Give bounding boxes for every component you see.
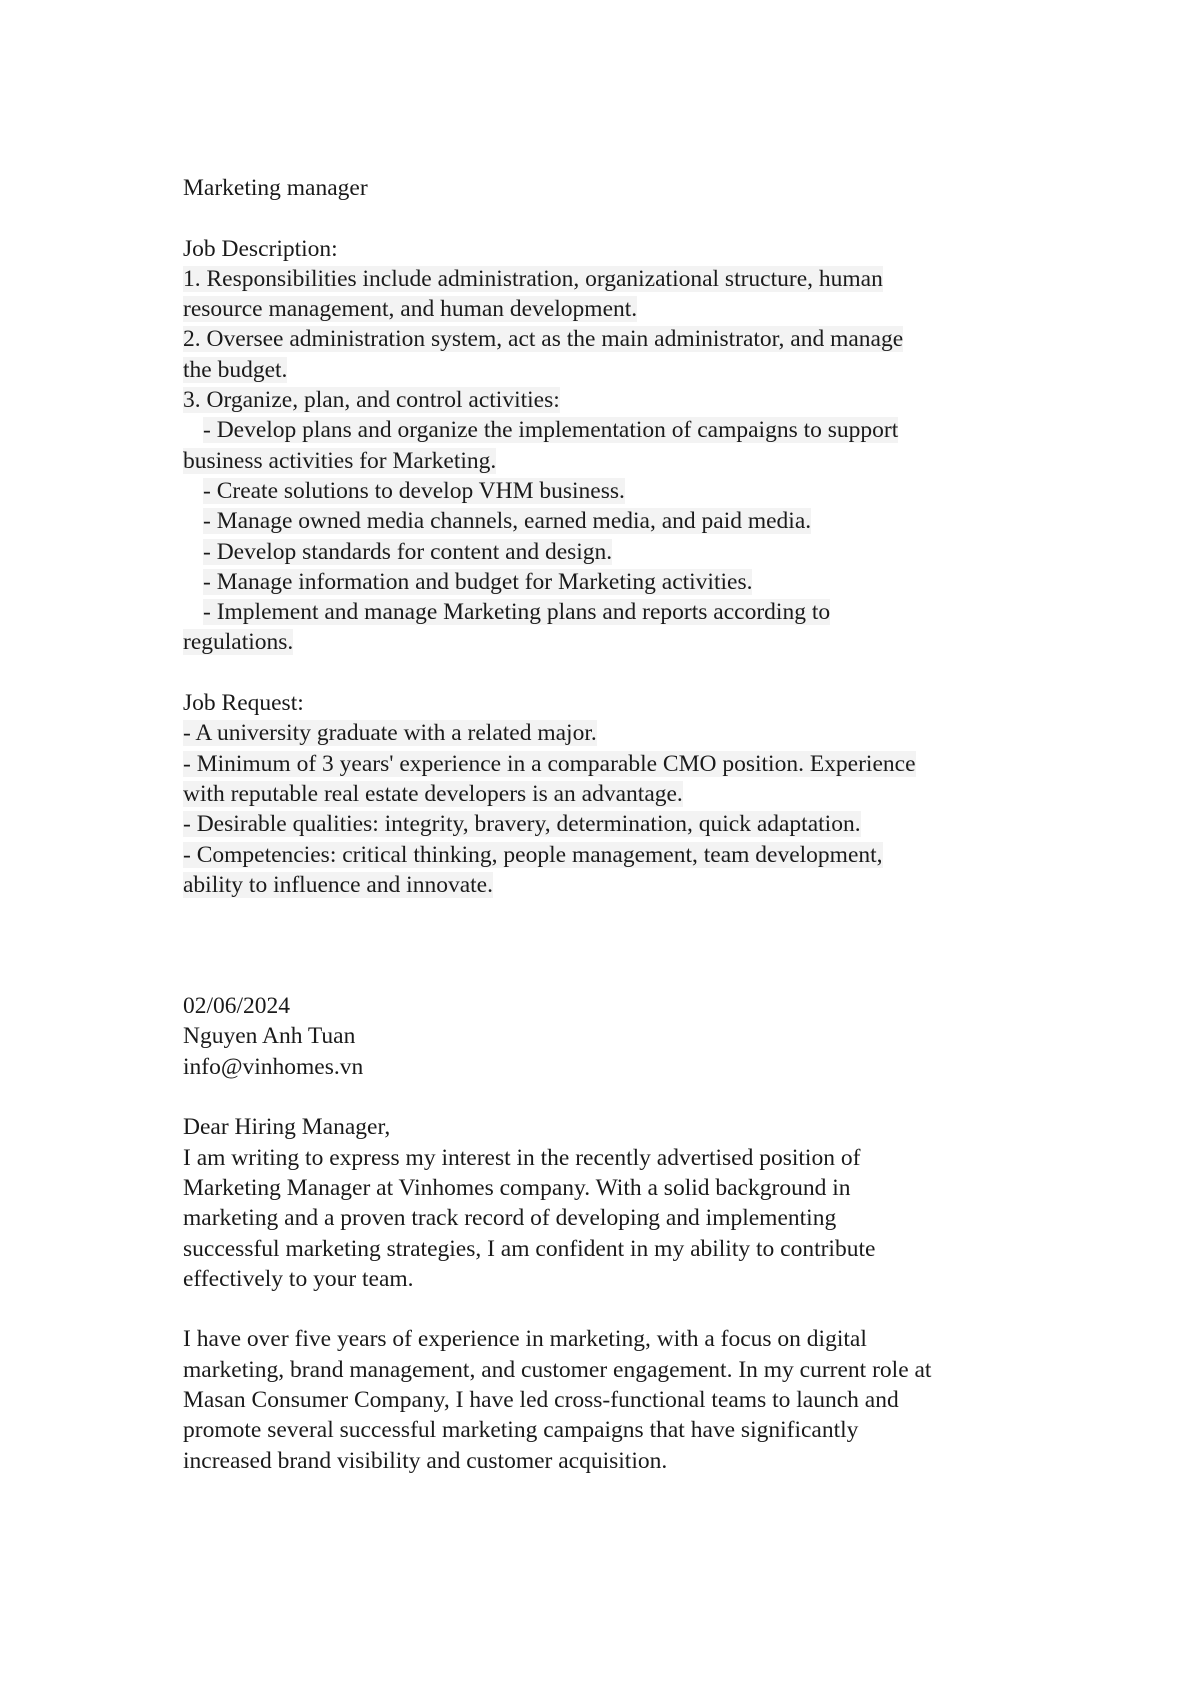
job-description-line: the budget. <box>183 356 288 383</box>
document-page <box>183 173 1063 1476</box>
job-request-line: - Desirable qualities: integrity, bravery, determination, quick adaptation. <box>183 811 861 838</box>
letter-paragraph-line: promote several successful marketing campaigns that have significantly <box>183 1417 859 1444</box>
spacer <box>183 203 1063 233</box>
job-description-line: - Manage information and budget for Marketing activities. <box>203 568 753 595</box>
job-description-line: regulations. <box>183 629 294 656</box>
spacer <box>183 1294 1063 1324</box>
job-description-line: resource management, and human development. <box>183 296 638 323</box>
letter-paragraph-line: I am writing to express my interest in the recently advertised position of <box>183 1144 861 1171</box>
letter-paragraph-line: marketing, brand management, and customer engagement. In my current role at <box>183 1356 932 1383</box>
letter-sender-name: Nguyen Anh Tuan <box>183 1023 356 1050</box>
job-description-line: - Create solutions to develop VHM business. <box>203 477 625 504</box>
job-request-line: - Competencies: critical thinking, people management, team development, <box>183 841 883 868</box>
job-title: Marketing manager <box>183 175 368 201</box>
job-request-line: - A university graduate with a related major. <box>183 720 597 747</box>
job-description-line: business activities for Marketing. <box>183 447 497 474</box>
letter-sender-email: info@vinhomes.vn <box>183 1053 364 1080</box>
job-description-line: - Manage owned media channels, earned media, and paid media. <box>203 508 812 535</box>
job-description-line: 3. Organize, plan, and control activities: <box>183 387 560 414</box>
letter-paragraph-line: Marketing Manager at Vinhomes company. With a solid background in <box>183 1174 851 1201</box>
job-description-line: - Develop standards for content and design. <box>203 538 613 565</box>
job-request-line: ability to influence and innovate. <box>183 871 493 898</box>
job-request-heading: Job Request: <box>183 690 304 717</box>
letter-paragraph-line: successful marketing strategies, I am confident in my ability to contribute <box>183 1235 876 1262</box>
letter-paragraph-line: increased brand visibility and customer acquisition. <box>183 1447 668 1474</box>
letter-paragraph-line: marketing and a proven track record of developing and implementing <box>183 1205 837 1232</box>
job-request-line: with reputable real estate developers is an advantage. <box>183 780 683 807</box>
spacer <box>183 900 1063 991</box>
letter-paragraph-line: effectively to your team. <box>183 1265 414 1292</box>
spacer <box>183 658 1063 688</box>
job-description-line: - Develop plans and organize the implementation of campaigns to support <box>203 417 899 444</box>
job-description-line: 2. Oversee administration system, act as the main administrator, and manage <box>183 326 904 353</box>
letter-paragraph-line: Masan Consumer Company, I have led cross-functional teams to launch and <box>183 1386 899 1413</box>
spacer <box>183 1082 1063 1112</box>
job-description-heading: Job Description: <box>183 235 338 262</box>
job-description-line: - Implement and manage Marketing plans and reports according to <box>203 599 831 626</box>
job-request-line: - Minimum of 3 years' experience in a comparable CMO position. Experience <box>183 750 916 777</box>
letter-salutation: Dear Hiring Manager, <box>183 1114 391 1141</box>
letter-paragraph-line: I have over five years of experience in marketing, with a focus on digital <box>183 1326 867 1353</box>
job-description-line: 1. Responsibilities include administration, organizational structure, human <box>183 265 883 292</box>
letter-date: 02/06/2024 <box>183 993 291 1020</box>
